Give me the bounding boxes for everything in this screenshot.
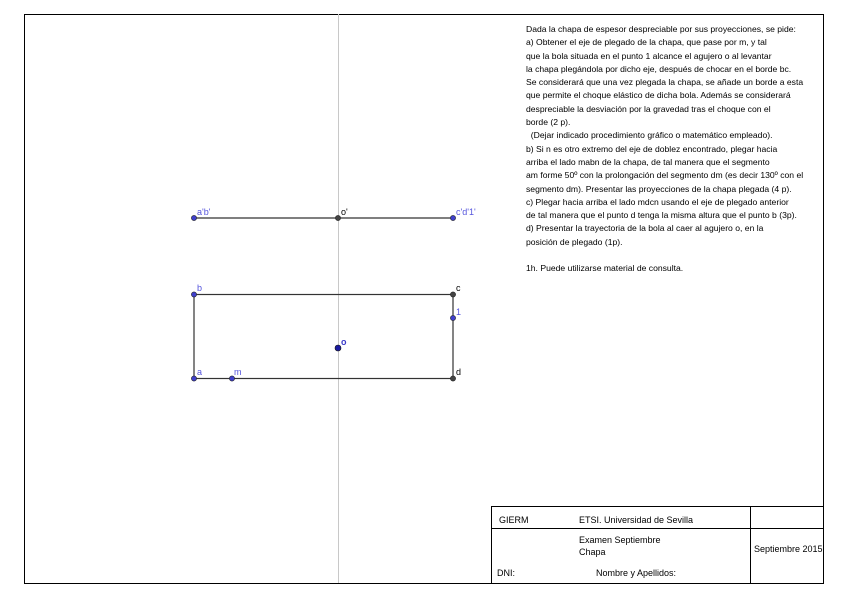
statement-line: posición de plegado (1p). [526, 236, 623, 247]
label-c-d-1-prime: c'd'1' [456, 207, 476, 217]
point-1 [450, 315, 455, 320]
statement-line: am forme 50º con la prolongación del segmento dm (es decir 130º con el [526, 170, 804, 181]
point-a [191, 376, 196, 381]
statement-line: b) Si n es otro extremo del eje de doblez encontrado, plegar hacia [526, 143, 778, 154]
title-block-name-label: Nombre y Apellidos: [596, 568, 677, 578]
problem-statement [526, 23, 816, 276]
label-d: d [456, 367, 462, 377]
title-block-program: GIERM [499, 515, 529, 525]
label-b: b [197, 283, 203, 293]
statement-line: arriba el lado mabn de la chapa, de tal manera que el segmento [526, 156, 770, 167]
statement-line: segmento dm). Presentar las proyecciones de la chapa plegada (4 p). [526, 183, 792, 194]
label-o: o [341, 337, 347, 347]
statement-line: Dada la chapa de espesor despreciable por sus proyecciones, se pide: [526, 24, 796, 34]
statement-line: d) Presentar la trayectoria de la bola al caer al agujero o, en la [526, 223, 764, 234]
point-d [450, 376, 455, 381]
statement-line: borde (2 p). [526, 117, 571, 128]
title-block-subject: Chapa [579, 547, 606, 557]
statement-line: (Dejar indicado procedimiento gráfico o matemático empleado). [526, 130, 773, 141]
title-block-dni-label: DNI: [497, 568, 515, 578]
title-block-exam: Examen Septiembre [579, 535, 661, 545]
statement-line: la chapa plegándola por dicho eje, después de chocar en el borde bc. [526, 63, 792, 74]
statement-line: de tal manera que el punto d tenga la misma altura que el punto b (3p). [526, 210, 797, 221]
statement-line: a) Obtener el eje de plegado de la chapa, que pase por m, y tal [526, 37, 767, 48]
label-c: c [456, 283, 461, 293]
statement-line: Se considerará que una vez plegada la chapa, se añade un borde a esta [526, 77, 804, 88]
plate-plan-rectangle [194, 295, 453, 379]
statement-note: 1h. Puede utilizarse material de consulta. [526, 263, 684, 274]
label-o-prime: o' [341, 207, 348, 217]
label-m: m [234, 367, 242, 377]
point-a-b-prime [191, 215, 196, 220]
title-block-date: Septiembre 2015 [754, 544, 823, 554]
point-o-prime [335, 215, 340, 220]
statement-line: c) Plegar hacia arriba el lado mdcn usando el eje de plegado anterior [526, 196, 789, 207]
label-a-b-prime: a'b' [197, 207, 211, 217]
statement-line: despreciable la desviación por la gravedad tras el choque con el [526, 103, 771, 114]
label-a: a [197, 367, 203, 377]
statement-line: que la bola situada en el punto 1 alcance el agujero o al levantar [526, 50, 772, 61]
point-c-d-prime [450, 215, 455, 220]
statement-gap [526, 249, 816, 262]
label-1: 1 [456, 307, 462, 317]
point-c [450, 292, 455, 297]
point-b [191, 292, 196, 297]
title-block-school: ETSI. Universidad de Sevilla [579, 515, 694, 525]
statement-line: que permite el choque elástico de dicha bola. Además se considerará [526, 90, 791, 101]
